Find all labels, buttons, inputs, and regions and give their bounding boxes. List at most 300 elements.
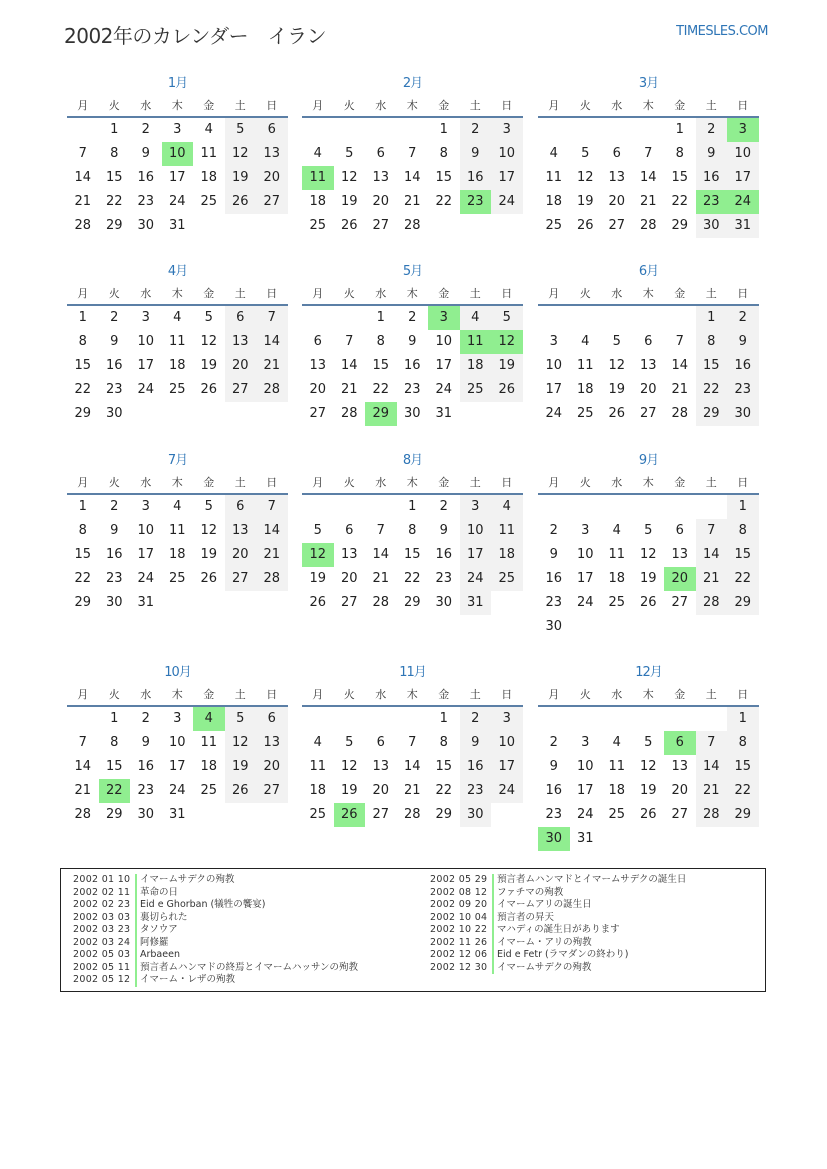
day-cell[interactable]: 24 [576,807,594,822]
day-cell[interactable]: 27 [671,595,689,610]
day-cell[interactable]: 2 [439,499,448,514]
day-cell[interactable]: 19 [225,166,257,190]
day-cell[interactable]: 1 [110,122,119,137]
day-cell[interactable]: 28 [256,378,288,402]
day-cell[interactable]: 14 [372,547,390,562]
holiday-day-cell[interactable]: 26 [334,803,366,827]
day-cell[interactable]: 18 [608,571,626,586]
day-cell[interactable]: 8 [110,735,119,750]
day-cell[interactable]: 26 [225,190,257,214]
day-cell[interactable]: 11 [608,759,626,774]
day-cell[interactable]: 3 [491,707,523,731]
day-cell[interactable]: 14 [696,755,728,779]
day-cell[interactable]: 9 [439,523,448,538]
day-cell[interactable]: 22 [696,378,728,402]
day-cell[interactable]: 29 [403,595,421,610]
holiday-day-cell[interactable]: 11 [460,330,492,354]
day-cell[interactable]: 16 [137,759,155,774]
day-cell[interactable]: 20 [340,571,358,586]
day-cell[interactable]: 6 [345,523,354,538]
day-cell[interactable]: 25 [168,382,186,397]
day-cell[interactable]: 8 [78,523,87,538]
day-cell[interactable]: 1 [408,499,417,514]
day-cell[interactable]: 2 [110,310,119,325]
day-cell[interactable]: 8 [408,523,417,538]
day-cell[interactable]: 9 [549,759,558,774]
day-cell[interactable]: 24 [168,194,186,209]
day-cell[interactable]: 25 [200,194,218,209]
day-cell[interactable]: 8 [376,334,385,349]
day-cell[interactable]: 6 [256,118,288,142]
day-cell[interactable]: 14 [340,358,358,373]
day-cell[interactable]: 11 [309,759,327,774]
day-cell[interactable]: 19 [639,571,657,586]
holiday-day-cell[interactable]: 12 [302,543,334,567]
day-cell[interactable]: 23 [460,779,492,803]
day-cell[interactable]: 22 [74,571,92,586]
day-cell[interactable]: 5 [581,146,590,161]
day-cell[interactable]: 7 [78,146,87,161]
day-cell[interactable]: 29 [727,591,759,615]
day-cell[interactable]: 16 [545,783,563,798]
day-cell[interactable]: 24 [545,406,563,421]
day-cell[interactable]: 11 [200,146,218,161]
day-cell[interactable]: 17 [491,755,523,779]
day-cell[interactable]: 9 [408,334,417,349]
day-cell[interactable]: 2 [141,711,150,726]
day-cell[interactable]: 5 [612,334,621,349]
holiday-day-cell[interactable]: 11 [302,166,334,190]
day-cell[interactable]: 1 [78,310,87,325]
day-cell[interactable]: 7 [78,735,87,750]
day-cell[interactable]: 14 [403,759,421,774]
day-cell[interactable]: 13 [639,358,657,373]
day-cell[interactable]: 18 [545,194,563,209]
day-cell[interactable]: 8 [727,731,759,755]
day-cell[interactable]: 7 [408,146,417,161]
day-cell[interactable]: 11 [576,358,594,373]
day-cell[interactable]: 16 [696,166,728,190]
holiday-day-cell[interactable]: 3 [428,306,460,330]
day-cell[interactable]: 19 [309,571,327,586]
day-cell[interactable]: 29 [671,218,689,233]
day-cell[interactable]: 22 [435,194,453,209]
day-cell[interactable]: 21 [403,783,421,798]
day-cell[interactable]: 15 [727,755,759,779]
day-cell[interactable]: 1 [727,495,759,519]
day-cell[interactable]: 12 [340,170,358,185]
day-cell[interactable]: 12 [576,170,594,185]
day-cell[interactable]: 6 [225,306,257,330]
day-cell[interactable]: 14 [696,543,728,567]
day-cell[interactable]: 9 [460,142,492,166]
day-cell[interactable]: 21 [74,783,92,798]
day-cell[interactable]: 4 [460,306,492,330]
day-cell[interactable]: 18 [200,759,218,774]
day-cell[interactable]: 28 [696,803,728,827]
day-cell[interactable]: 5 [204,310,213,325]
day-cell[interactable]: 12 [225,731,257,755]
day-cell[interactable]: 13 [372,170,390,185]
day-cell[interactable]: 4 [612,523,621,538]
day-cell[interactable]: 24 [137,571,155,586]
day-cell[interactable]: 11 [608,547,626,562]
day-cell[interactable]: 19 [608,382,626,397]
day-cell[interactable]: 19 [340,194,358,209]
day-cell[interactable]: 4 [549,146,558,161]
day-cell[interactable]: 5 [225,118,257,142]
day-cell[interactable]: 9 [110,334,119,349]
day-cell[interactable]: 31 [727,214,759,238]
holiday-day-cell[interactable]: 4 [193,707,225,731]
day-cell[interactable]: 17 [137,358,155,373]
day-cell[interactable]: 23 [545,595,563,610]
day-cell[interactable]: 21 [372,571,390,586]
day-cell[interactable]: 30 [105,595,123,610]
day-cell[interactable]: 6 [675,523,684,538]
day-cell[interactable]: 20 [309,382,327,397]
day-cell[interactable]: 26 [200,382,218,397]
day-cell[interactable]: 29 [74,406,92,421]
day-cell[interactable]: 9 [141,146,150,161]
holiday-day-cell[interactable]: 6 [664,731,696,755]
day-cell[interactable]: 21 [74,194,92,209]
day-cell[interactable]: 4 [313,146,322,161]
day-cell[interactable]: 5 [491,306,523,330]
day-cell[interactable]: 20 [225,543,257,567]
day-cell[interactable]: 8 [439,735,448,750]
holiday-day-cell[interactable]: 20 [664,567,696,591]
day-cell[interactable]: 18 [460,354,492,378]
day-cell[interactable]: 6 [644,334,653,349]
day-cell[interactable]: 16 [460,166,492,190]
day-cell[interactable]: 17 [545,382,563,397]
day-cell[interactable]: 2 [460,118,492,142]
day-cell[interactable]: 8 [78,334,87,349]
day-cell[interactable]: 20 [671,783,689,798]
day-cell[interactable]: 1 [675,122,684,137]
site-logo[interactable]: TIMESLES.COM [676,24,768,39]
day-cell[interactable]: 29 [105,807,123,822]
day-cell[interactable]: 9 [141,735,150,750]
day-cell[interactable]: 19 [225,755,257,779]
day-cell[interactable]: 16 [105,547,123,562]
day-cell[interactable]: 21 [671,382,689,397]
day-cell[interactable]: 25 [576,406,594,421]
day-cell[interactable]: 10 [168,735,186,750]
day-cell[interactable]: 27 [225,378,257,402]
day-cell[interactable]: 16 [105,358,123,373]
day-cell[interactable]: 13 [671,759,689,774]
day-cell[interactable]: 6 [256,707,288,731]
day-cell[interactable]: 4 [313,735,322,750]
day-cell[interactable]: 15 [105,170,123,185]
day-cell[interactable]: 12 [608,358,626,373]
day-cell[interactable]: 13 [225,330,257,354]
day-cell[interactable]: 2 [549,735,558,750]
holiday-day-cell[interactable]: 10 [162,142,194,166]
day-cell[interactable]: 11 [168,334,186,349]
day-cell[interactable]: 27 [372,218,390,233]
day-cell[interactable]: 13 [225,519,257,543]
day-cell[interactable]: 18 [168,547,186,562]
day-cell[interactable]: 7 [644,146,653,161]
day-cell[interactable]: 13 [340,547,358,562]
day-cell[interactable]: 12 [200,334,218,349]
holiday-day-cell[interactable]: 24 [727,190,759,214]
day-cell[interactable]: 21 [403,194,421,209]
day-cell[interactable]: 14 [671,358,689,373]
day-cell[interactable]: 11 [200,735,218,750]
day-cell[interactable]: 26 [491,378,523,402]
day-cell[interactable]: 16 [403,358,421,373]
day-cell[interactable]: 20 [225,354,257,378]
day-cell[interactable]: 20 [256,166,288,190]
day-cell[interactable]: 22 [372,382,390,397]
day-cell[interactable]: 13 [608,170,626,185]
day-cell[interactable]: 26 [639,807,657,822]
day-cell[interactable]: 9 [549,547,558,562]
day-cell[interactable]: 1 [696,306,728,330]
day-cell[interactable]: 3 [581,523,590,538]
day-cell[interactable]: 25 [545,218,563,233]
day-cell[interactable]: 23 [727,378,759,402]
day-cell[interactable]: 14 [74,170,92,185]
day-cell[interactable]: 3 [549,334,558,349]
day-cell[interactable]: 25 [460,378,492,402]
day-cell[interactable]: 17 [727,166,759,190]
day-cell[interactable]: 7 [256,495,288,519]
day-cell[interactable]: 19 [491,354,523,378]
day-cell[interactable]: 31 [168,218,186,233]
day-cell[interactable]: 28 [340,406,358,421]
day-cell[interactable]: 18 [491,543,523,567]
day-cell[interactable]: 3 [141,499,150,514]
day-cell[interactable]: 4 [173,499,182,514]
day-cell[interactable]: 10 [545,358,563,373]
day-cell[interactable]: 20 [608,194,626,209]
day-cell[interactable]: 25 [491,567,523,591]
day-cell[interactable]: 17 [460,543,492,567]
day-cell[interactable]: 10 [460,519,492,543]
day-cell[interactable]: 29 [105,218,123,233]
day-cell[interactable]: 5 [345,146,354,161]
day-cell[interactable]: 28 [372,595,390,610]
day-cell[interactable]: 7 [696,519,728,543]
day-cell[interactable]: 31 [137,595,155,610]
day-cell[interactable]: 26 [340,218,358,233]
day-cell[interactable]: 28 [74,807,92,822]
day-cell[interactable]: 28 [671,406,689,421]
day-cell[interactable]: 13 [309,358,327,373]
day-cell[interactable]: 24 [137,382,155,397]
day-cell[interactable]: 20 [639,382,657,397]
day-cell[interactable]: 20 [372,783,390,798]
day-cell[interactable]: 7 [696,731,728,755]
day-cell[interactable]: 6 [313,334,322,349]
day-cell[interactable]: 30 [105,406,123,421]
day-cell[interactable]: 6 [376,735,385,750]
day-cell[interactable]: 12 [200,523,218,538]
day-cell[interactable]: 23 [545,807,563,822]
day-cell[interactable]: 16 [435,547,453,562]
day-cell[interactable]: 26 [639,595,657,610]
day-cell[interactable]: 9 [460,731,492,755]
day-cell[interactable]: 6 [612,146,621,161]
day-cell[interactable]: 6 [376,146,385,161]
day-cell[interactable]: 20 [372,194,390,209]
day-cell[interactable]: 12 [225,142,257,166]
day-cell[interactable]: 14 [74,759,92,774]
day-cell[interactable]: 2 [110,499,119,514]
day-cell[interactable]: 2 [141,122,150,137]
day-cell[interactable]: 16 [545,571,563,586]
day-cell[interactable]: 27 [256,190,288,214]
day-cell[interactable]: 17 [168,759,186,774]
day-cell[interactable]: 21 [340,382,358,397]
day-cell[interactable]: 25 [200,783,218,798]
day-cell[interactable]: 3 [173,122,182,137]
day-cell[interactable]: 16 [137,170,155,185]
day-cell[interactable]: 23 [137,783,155,798]
day-cell[interactable]: 22 [105,194,123,209]
day-cell[interactable]: 24 [491,779,523,803]
day-cell[interactable]: 22 [671,194,689,209]
day-cell[interactable]: 15 [372,358,390,373]
holiday-day-cell[interactable]: 23 [460,190,492,214]
day-cell[interactable]: 10 [491,142,523,166]
day-cell[interactable]: 15 [696,354,728,378]
day-cell[interactable]: 30 [435,595,453,610]
day-cell[interactable]: 25 [168,571,186,586]
day-cell[interactable]: 1 [110,711,119,726]
day-cell[interactable]: 31 [576,831,594,846]
day-cell[interactable]: 25 [309,218,327,233]
day-cell[interactable]: 5 [313,523,322,538]
day-cell[interactable]: 31 [168,807,186,822]
day-cell[interactable]: 15 [74,547,92,562]
day-cell[interactable]: 27 [340,595,358,610]
day-cell[interactable]: 4 [491,495,523,519]
day-cell[interactable]: 1 [78,499,87,514]
day-cell[interactable]: 15 [435,170,453,185]
day-cell[interactable]: 28 [403,807,421,822]
day-cell[interactable]: 9 [727,330,759,354]
day-cell[interactable]: 7 [408,735,417,750]
day-cell[interactable]: 11 [491,519,523,543]
day-cell[interactable]: 11 [545,170,563,185]
day-cell[interactable]: 3 [581,735,590,750]
day-cell[interactable]: 22 [403,571,421,586]
day-cell[interactable]: 24 [168,783,186,798]
day-cell[interactable]: 15 [74,358,92,373]
day-cell[interactable]: 10 [727,142,759,166]
day-cell[interactable]: 10 [435,334,453,349]
day-cell[interactable]: 29 [727,803,759,827]
day-cell[interactable]: 10 [576,547,594,562]
day-cell[interactable]: 8 [675,146,684,161]
day-cell[interactable]: 27 [372,807,390,822]
day-cell[interactable]: 22 [727,779,759,803]
day-cell[interactable]: 26 [225,779,257,803]
day-cell[interactable]: 27 [256,779,288,803]
day-cell[interactable]: 28 [403,218,421,233]
day-cell[interactable]: 12 [340,759,358,774]
day-cell[interactable]: 2 [408,310,417,325]
day-cell[interactable]: 30 [137,807,155,822]
day-cell[interactable]: 23 [403,382,421,397]
day-cell[interactable]: 19 [576,194,594,209]
day-cell[interactable]: 8 [110,146,119,161]
day-cell[interactable]: 14 [256,519,288,543]
holiday-day-cell[interactable]: 29 [365,402,397,426]
day-cell[interactable]: 14 [639,170,657,185]
day-cell[interactable]: 8 [696,330,728,354]
day-cell[interactable]: 21 [639,194,657,209]
day-cell[interactable]: 8 [439,146,448,161]
day-cell[interactable]: 12 [639,547,657,562]
day-cell[interactable]: 27 [608,218,626,233]
day-cell[interactable]: 5 [644,523,653,538]
day-cell[interactable]: 3 [491,118,523,142]
day-cell[interactable]: 23 [137,194,155,209]
day-cell[interactable]: 27 [639,406,657,421]
day-cell[interactable]: 28 [74,218,92,233]
day-cell[interactable]: 17 [168,170,186,185]
day-cell[interactable]: 5 [644,735,653,750]
day-cell[interactable]: 3 [173,711,182,726]
holiday-day-cell[interactable]: 23 [696,190,728,214]
day-cell[interactable]: 27 [671,807,689,822]
day-cell[interactable]: 19 [200,547,218,562]
day-cell[interactable]: 3 [460,495,492,519]
day-cell[interactable]: 2 [696,118,728,142]
day-cell[interactable]: 26 [576,218,594,233]
day-cell[interactable]: 23 [435,571,453,586]
day-cell[interactable]: 10 [576,759,594,774]
day-cell[interactable]: 4 [612,735,621,750]
day-cell[interactable]: 26 [608,406,626,421]
holiday-day-cell[interactable]: 3 [727,118,759,142]
day-cell[interactable]: 14 [403,170,421,185]
day-cell[interactable]: 13 [256,731,288,755]
day-cell[interactable]: 2 [460,707,492,731]
day-cell[interactable]: 17 [491,166,523,190]
day-cell[interactable]: 15 [727,543,759,567]
day-cell[interactable]: 2 [549,523,558,538]
day-cell[interactable]: 13 [372,759,390,774]
day-cell[interactable]: 13 [671,547,689,562]
day-cell[interactable]: 26 [200,571,218,586]
day-cell[interactable]: 7 [376,523,385,538]
day-cell[interactable]: 1 [439,711,448,726]
day-cell[interactable]: 21 [256,354,288,378]
day-cell[interactable]: 16 [727,354,759,378]
day-cell[interactable]: 18 [309,783,327,798]
day-cell[interactable]: 28 [639,218,657,233]
day-cell[interactable]: 9 [696,142,728,166]
day-cell[interactable]: 12 [639,759,657,774]
day-cell[interactable]: 5 [204,499,213,514]
day-cell[interactable]: 23 [105,382,123,397]
day-cell[interactable]: 27 [225,567,257,591]
holiday-day-cell[interactable]: 30 [538,827,570,851]
day-cell[interactable]: 9 [110,523,119,538]
day-cell[interactable]: 21 [696,567,728,591]
day-cell[interactable]: 1 [727,707,759,731]
day-cell[interactable]: 25 [608,595,626,610]
day-cell[interactable]: 11 [168,523,186,538]
